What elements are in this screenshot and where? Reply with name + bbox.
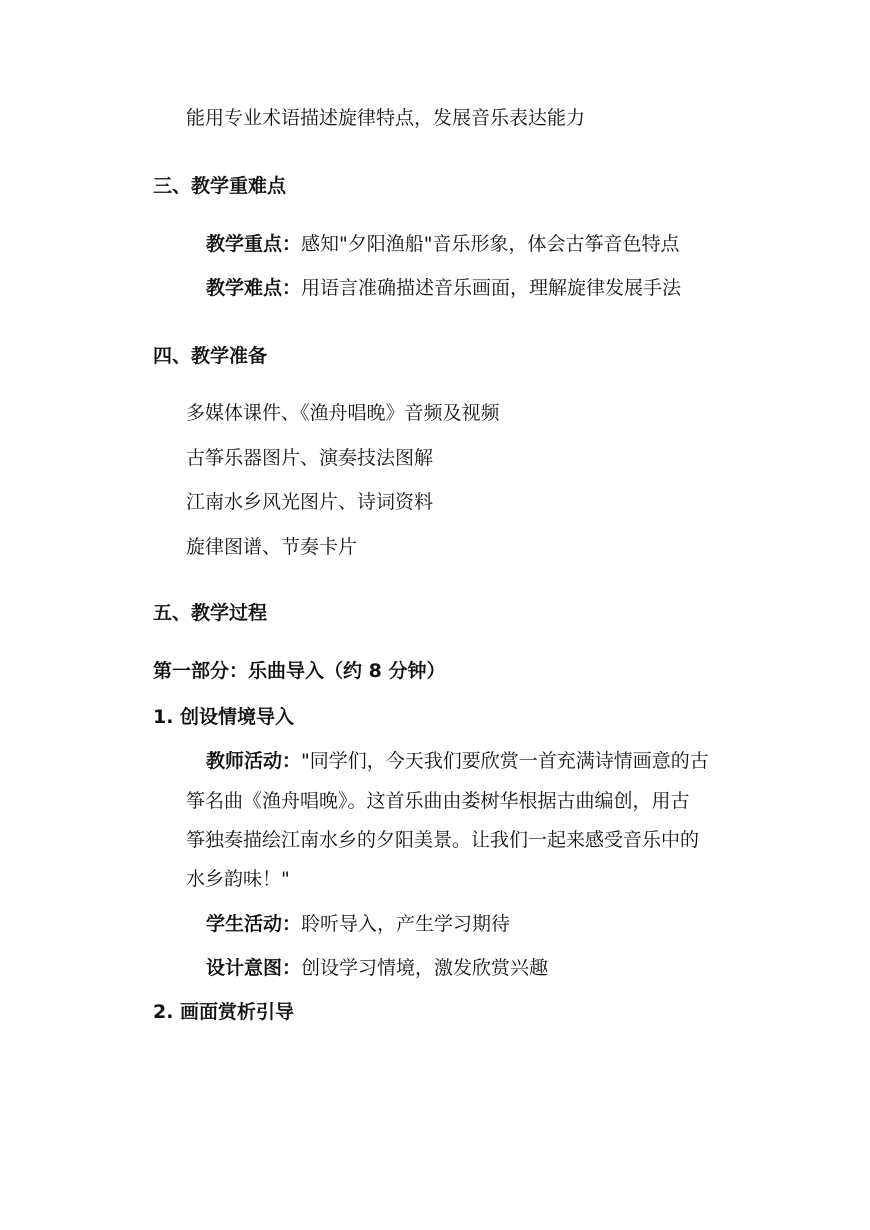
prep-item: 旋律图谱、节奏卡片 [186, 536, 358, 558]
design-intent-label: 设计意图： [206, 957, 302, 979]
intro-line: 能用专业术语描述旋律特点，发展音乐表达能力 [186, 107, 586, 129]
teacher-activity-line-3: 筝独奏描绘江南水乡的夕阳美景。让我们一起来感受音乐中的 [186, 829, 700, 851]
teacher-activity-line-1 [206, 749, 709, 773]
part-1-heading: 第一部分：乐曲导入（约 8 分钟） [153, 660, 446, 682]
difficulty-label: 教学难点： [206, 277, 302, 299]
student-activity-line [206, 912, 510, 936]
section-3-heading: 三、教学重难点 [153, 175, 287, 197]
prep-item: 多媒体课件、《渔舟唱晚》音频及视频 [186, 402, 500, 424]
teacher-activity-label: 教师活动： [206, 750, 302, 772]
step-2-heading: 2. 画面赏析引导 [153, 1001, 295, 1023]
student-activity-text: 聆听导入，产生学习期待 [301, 913, 511, 935]
teacher-activity-line-2: 筝名曲《渔舟唱晚》。这首乐曲由娄树华根据古曲编创，用古 [186, 790, 690, 812]
prep-item: 江南水乡风光图片、诗词资料 [186, 491, 434, 513]
teacher-activity-line-4: 水乡韵味！" [186, 868, 290, 890]
key-point-label: 教学重点： [206, 233, 302, 255]
design-intent-text: 创设学习情境，激发欣赏兴趣 [301, 957, 549, 979]
section-4-heading: 四、教学准备 [153, 345, 268, 367]
key-point-text: 感知"夕阳渔船"音乐形象，体会古筝音色特点 [301, 233, 680, 255]
section-5-heading: 五、教学过程 [153, 602, 268, 624]
design-intent-line [206, 956, 548, 980]
difficulty-line [206, 276, 681, 300]
teacher-activity-text: "同学们，今天我们要欣赏一首充满诗情画意的古 [301, 750, 709, 772]
difficulty-text: 用语言准确描述音乐画面，理解旋律发展手法 [301, 277, 682, 299]
student-activity-label: 学生活动： [206, 913, 302, 935]
prep-item: 古筝乐器图片、演奏技法图解 [186, 447, 434, 469]
key-point-line [206, 232, 680, 256]
step-1-heading: 1. 创设情境导入 [153, 706, 295, 728]
